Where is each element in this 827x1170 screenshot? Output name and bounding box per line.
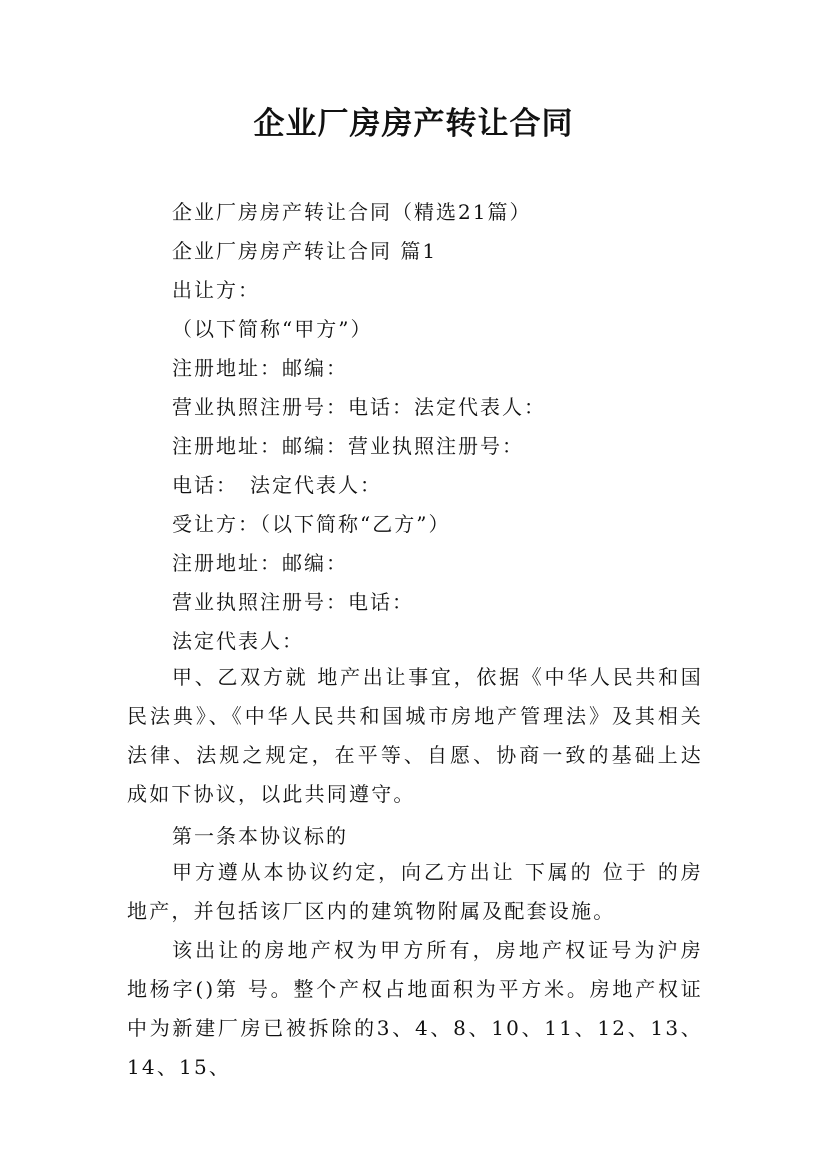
doc-line-transferee: 受让方：（以下简称“乙方”） bbox=[172, 512, 451, 536]
doc-line-rep-b: 法定代表人： bbox=[172, 629, 304, 653]
doc-line-party-a-alias: （以下简称“甲方”） bbox=[172, 317, 373, 341]
doc-line-section-heading: 企业厂房房产转让合同 篇1 bbox=[172, 239, 438, 263]
paragraph-property-rights: 该出让的房地产权为甲方所有，房地产权证号为沪房地杨字()第 号。整个产权占地面积为平方米。房地产权证中为新建厂房已被拆除的3、4、8、10、11、12、13、14、15、 bbox=[127, 938, 703, 1079]
doc-line-transferor: 出让方： bbox=[172, 278, 260, 302]
document-title: 企业厂房房产转让合同 bbox=[253, 106, 574, 142]
doc-line-license-a: 营业执照注册号：电话：法定代表人： bbox=[172, 395, 546, 419]
doc-line-address-a: 注册地址：邮编： bbox=[172, 356, 348, 380]
doc-line-subtitle: 企业厂房房产转让合同（精选21篇） bbox=[172, 200, 532, 224]
article-1-heading: 第一条本协议标的 bbox=[172, 824, 348, 848]
doc-line-address-license-a: 注册地址：邮编：营业执照注册号： bbox=[172, 434, 524, 458]
doc-line-license-b: 营业执照注册号：电话： bbox=[172, 590, 414, 614]
doc-line-address-b: 注册地址：邮编： bbox=[172, 551, 348, 575]
paragraph-article-1: 甲方遵从本协议约定，向乙方出让 下属的 位于 的房地产，并包括该厂区内的建筑物附属及配套设施。 bbox=[127, 860, 703, 923]
paragraph-preamble: 甲、乙双方就 地产出让事宜，依据《中华人民共和国民法典》、《中华人民共和国城市房地产管理法》及其相关法律、法规之规定，在平等、自愿、协商一致的基础上达成如下协议，以此共同遵守。 bbox=[127, 665, 703, 806]
doc-line-phone-rep-a: 电话： 法定代表人： bbox=[172, 473, 382, 497]
